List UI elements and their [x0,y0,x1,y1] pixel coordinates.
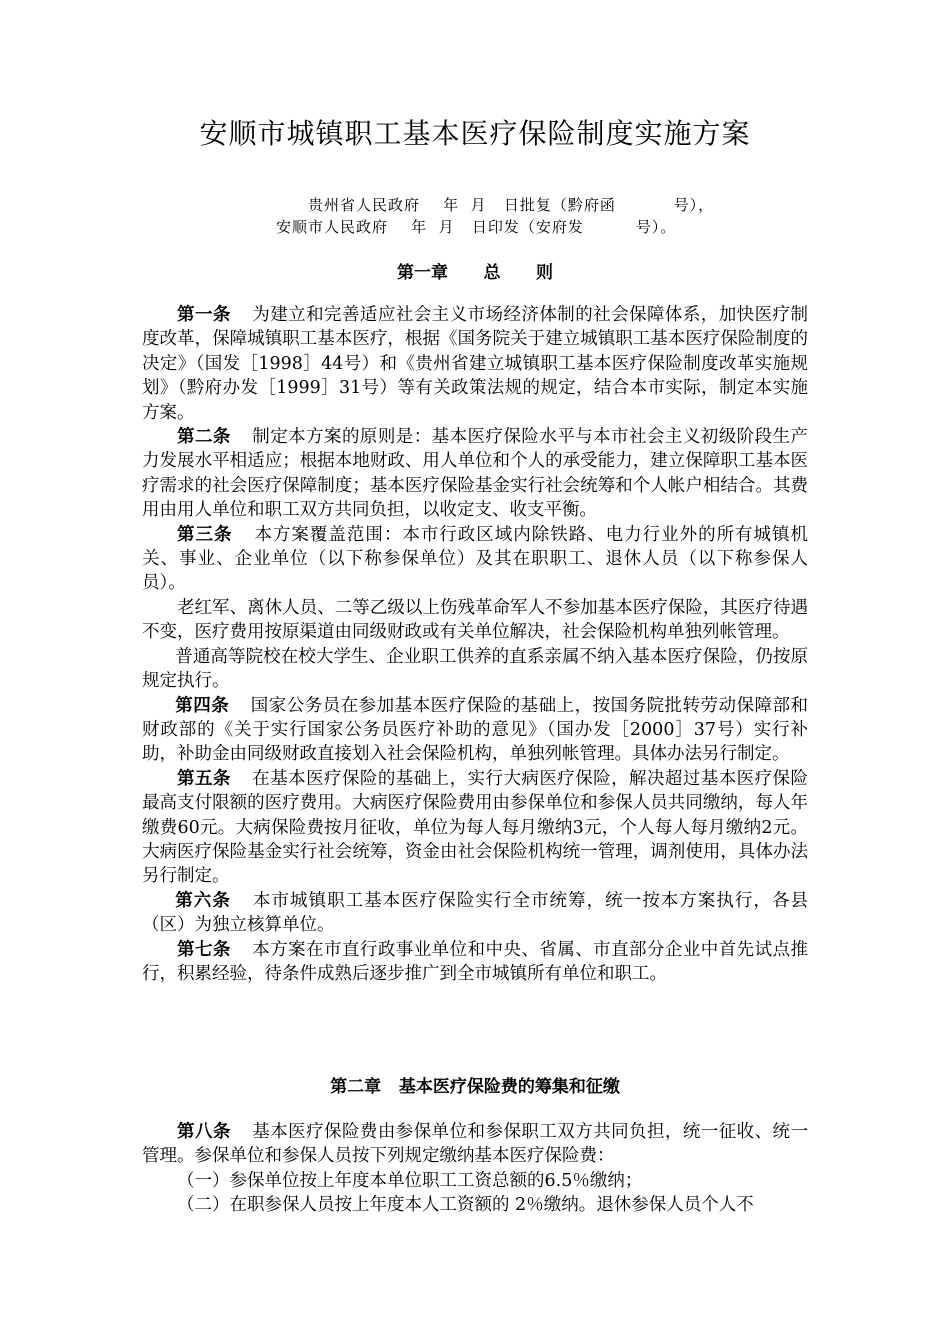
article-label: 第一条 [177,305,231,325]
article-text: 本方案覆盖范围：本市行政区域内除铁路、电力行业外的所有城镇机关、事业、企业单位（以下称参保单位）及其在职职工、退休人员（以下称参保人员）。 [142,524,809,594]
chapter-1-heading: 第一章 总 则 [396,263,554,283]
approval-note-province: 贵州省人民政府 年 月 日批复（黔府函 号）， [308,196,715,214]
list-item: （二）在职参保人员按上年度本人工资额的 2％缴纳。退休参保人员个人不 [177,1195,754,1216]
article-text: 为建立和完善适应社会主义市场经济体制的社会保障体系，加快医疗制度改革，保障城镇职工基本医疗，根据《国务院关于建立城镇职工基本医疗保险制度的决定》（国发［1998］44号）和《贵州省建立城镇职工基本医疗保险制度改革实施规划》（黔府办发［1999］31号）等有关政策法规的规定，结合本市实际，制定本实施方案。 [142,305,809,423]
chapter-2-heading: 第二章 基本医疗保险费的筹集和征缴 [330,1077,620,1097]
article-4 [142,694,808,767]
approval-note-city: 安顺市人民政府 年 月 日印发（安府发 号）。 [276,218,677,236]
article-label: 第三条 [177,524,233,545]
article-5 [142,767,808,889]
article-2 [142,425,808,523]
article-label: 第五条 [177,768,231,789]
list-item: （一）参保单位按上年度本单位职工工资总额的6.5％缴纳； [177,1170,643,1191]
article-7 [142,938,808,987]
article-label: 第四条 [175,695,230,716]
article-8 [142,1120,808,1169]
article-text: 本市城镇职工基本医疗保险实行全市统筹，统一按本方案执行，各县（区）为独立核算单位。 [142,890,809,936]
chapter-1-body [142,303,808,986]
article-text: 本方案在市直行政事业单位和中央、省属、市直部分企业中首先试点推行，积累经验，待条件成熟后逐步推广到全市城镇所有单位和职工。 [142,939,809,984]
article-label: 第六条 [175,890,231,911]
article-3-paragraph-2 [142,596,808,645]
article-text: 国家公务员在参加基本医疗保险的基础上，按国务院批转劳动保障部和财政部的《关于实行国家公务员医疗补助的意见》（国办发［2000］37号）实行补助，补助金由同级财政直接划入社会保险机构，单独列帐管理。具体办法另行制定。 [142,695,809,765]
article-label: 第二条 [177,427,231,448]
article-label: 第八条 [177,1122,231,1142]
document-title: 安顺市城镇职工基本医疗保险制度实施方案 [199,117,751,150]
paragraph-text: 普通高等院校在校大学生、企业职工供养的直系亲属不纳入基本医疗保险，仍按原规定执行。 [142,646,808,692]
article-3 [142,523,808,596]
article-6 [142,889,808,938]
article-1 [142,303,808,425]
article-text: 制定本方案的原则是：基本医疗保险水平与本市社会主义初级阶段生产力发展水平相适应；根据本地财政、用人单位和个人的承受能力，建立保障职工基本医疗需求的社会医疗保障制度；基本医疗保险基金实行社会统筹和个人帐户相结合。其费用由用人单位和职工双方共同负担，以收定支、收支平衡。 [142,427,809,521]
article-text: 基本医疗保险费由参保单位和参保职工双方共同负担，统一征收、统一管理。参保单位和参保人员按下列规定缴纳基本医疗保险费： [142,1122,809,1167]
article-3-paragraph-3 [142,645,808,694]
chapter-2-body [142,1120,808,1218]
article-text: 在基本医疗保险的基础上，实行大病医疗保险，解决超过基本医疗保险最高支付限额的医疗费用。大病医疗保险费用由参保单位和参保人员共同缴纳，每人年缴费60元。大病保险费按月征收，单位为每人每月缴纳3元，个人每人每月缴纳2元。大病医疗保险基金实行社会统筹，资金由社会保险机构统一管理，调剂使用，具体办法另行制定。 [142,768,809,887]
article-label: 第七条 [177,939,231,960]
paragraph-text: 老红军、离休人员、二等乙级以上伤残革命军人不参加基本医疗保险，其医疗待遇不变，医疗费用按原渠道由同级财政或有关单位解决，社会保险机构单独列帐管理。 [142,597,808,643]
